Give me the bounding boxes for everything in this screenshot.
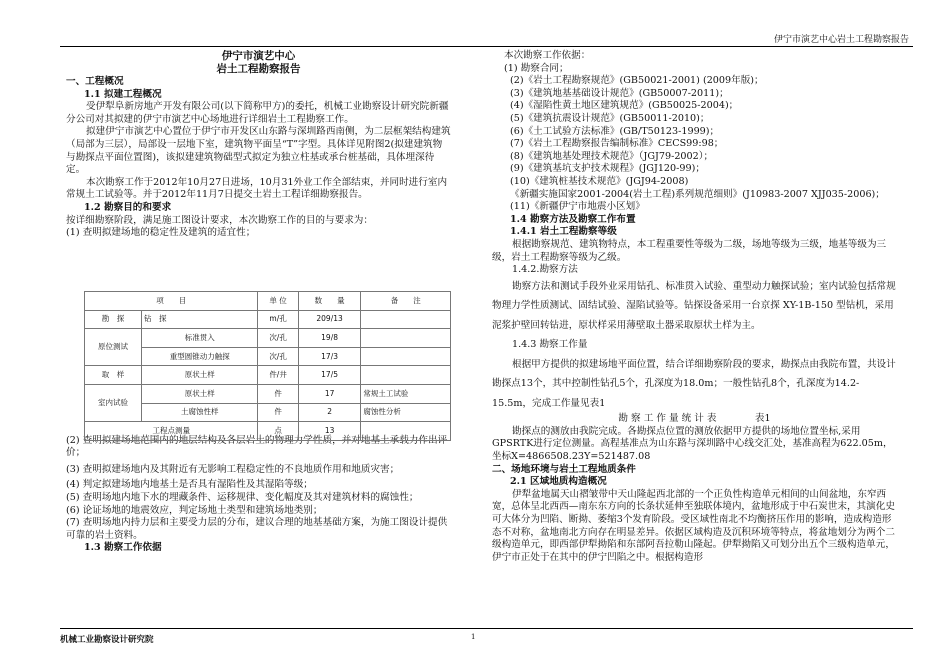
table-cell: 工程点测量 (85, 422, 258, 441)
section-1-3-heading: 1.3 勘察工作依据 (84, 542, 162, 554)
footer-org: 机械工业勘察设计研究院 (60, 635, 154, 645)
table-cell: 17/5 (298, 366, 361, 385)
page-footer (60, 628, 913, 649)
table-cell: 标准贯入 (142, 329, 258, 348)
requirement-item: (3) 查明拟建场地内及其附近有无影响工程稳定性的不良地质作用和地质灾害； (66, 463, 400, 475)
table-cell (361, 329, 451, 348)
paragraph: 本次勘察工作依据： (504, 50, 591, 61)
table-header-cell: 备 注 (361, 292, 451, 311)
paragraph: 根据勘察规范、建筑物特点，本工程重要性等级为二级，场地等级为三级，地基等级为三级，岩土工程勘察等级为乙级。 (492, 238, 887, 263)
table-cell (361, 310, 451, 329)
page-header (60, 32, 913, 47)
table-cell: 原状土样 (142, 384, 258, 403)
basis-item: 《新疆实施国家2001-2004(岩土工程)系列规范细则》(J10983-2007 XJJ035-2006)； (510, 188, 885, 200)
table-cell: 13 (298, 422, 361, 441)
table-row (85, 384, 451, 403)
table-cell (361, 347, 451, 366)
basis-item: (4)《湿陷性黄土地区建筑规范》(GB50025-2004)； (510, 100, 739, 112)
right-column (492, 50, 897, 564)
paragraph: 伊犁盆地属天山褶皱带中天山隆起西北部的一个正负性构造单元相间的山间盆地，东窄西宽，总体呈北西西—南东东方向的长条状延伸至独联体境内，盆地形成于中石炭世末，其演化史可大体分为凹陷、断拗、萎缩3个发育阶段。受区域性南北不均衡挤压作用的影响，造成构造形态不对称，盆地南北方向存在明显差异。依据区域构造及沉积环境等特点，将盆地划分为两个二级构造单元，即西部伊犁拗陷和东部阿吾拉勒山隆起。伊犁拗陷又可划分出五个三级构造单元，伊宁市正处于在其中的伊宁凹陷之中。根据构造形 (492, 488, 895, 563)
basis-item: (10)《建筑桩基技术规范》(JGJ94-2008) (510, 175, 689, 187)
table-cell: 件/井 (258, 366, 298, 385)
paragraph: 勘察方法和测试手段外业采用钻孔、标准贯入试验、重型动力触探试验；室内试验包括常规物理力学性质测试、固结试验、湿陷试验等。钻探设备采用一台京探 XY-1B-150 型钻机，采用泥浆护壁回转钻进，原状样采用薄壁取土器采取原状土样为主。 (492, 280, 896, 331)
basis-item: (9)《建筑基坑支护技术规程》(JGJ120-99)； (510, 163, 705, 175)
table-cell: 2 (298, 403, 361, 422)
table-cell: 次/孔 (258, 347, 298, 366)
paragraph: 勘探点的测放由我院完成。各勘探点位置的测放依据甲方提供的场地位置坐标,采用GPSRTK进行定位测量。高程基准点为山东路与深圳路中心线交汇处，基准高程为622.05m，坐标X=4866508.23Y=521487.08 (492, 425, 893, 462)
section-1-4-1-heading: 1.4.1 岩土工程勘察等级 (510, 226, 617, 238)
table-cell: 室内试验 (85, 384, 142, 421)
section-2-1-heading: 2.1 区域地质构造概况 (510, 476, 607, 488)
table-cell: 腐蚀性分析 (361, 403, 451, 422)
section-1-2-heading: 1.2 勘察目的和要求 (84, 201, 172, 213)
table-cell: 件 (258, 384, 298, 403)
paragraph: 受伊犁阜新房地产开发有限公司(以下简称甲方)的委托，机械工业勘察设计研究院新疆分公司对其拟建的伊宁市演艺中心场地进行详细岩土工程勘察工作。 (66, 101, 449, 125)
report-title-line2: 岩土工程勘察报告 (216, 63, 301, 75)
basis-item: (3)《建筑地基基础设计规范》(GB50007-2011)； (510, 87, 729, 99)
section-1-heading: 一、工程概况 (66, 76, 124, 87)
requirement-item: (7) 查明场地内持力层和主要受力层的分布，建议合理的地基基础方案，为施工图设计提供可靠的岩土资料。 (66, 517, 448, 541)
table-row (85, 329, 451, 348)
table-cell: m/孔 (258, 310, 298, 329)
table-caption: 勘 察 工 作 量 统 计 表 表1 (618, 413, 771, 425)
table-cell: 勘 探 (85, 310, 142, 329)
header-title: 伊宁市演艺中心岩土工程勘察报告 (773, 35, 909, 45)
table-cell: 取 样 (85, 366, 142, 385)
table-cell: 钻 探 (142, 310, 258, 329)
table-header-cell: 项 目 (85, 292, 258, 311)
table-row (85, 366, 451, 385)
basis-item: (11)《新疆伊宁市地震小区划》 (510, 201, 645, 213)
basis-item: (6)《土工试验方法标准》(GB/T50123-1999)； (510, 125, 720, 137)
table-cell: 17 (298, 384, 361, 403)
section-2-heading: 二、场地环境与岩土工程地质条件 (492, 463, 636, 475)
table-cell: 19/8 (298, 329, 361, 348)
workload-table (84, 291, 451, 441)
report-title-line1: 伊宁市演艺中心 (221, 50, 296, 62)
table-header-cell: 单 位 (258, 292, 298, 311)
requirement-item: (1) 查明拟建场地的稳定性及建筑的适宜性； (66, 227, 256, 239)
table-cell: 209/13 (298, 310, 361, 329)
table-cell (361, 366, 451, 385)
basis-item: (5)《建筑抗震设计规范》(GB50011-2010)； (510, 112, 710, 124)
paragraph: 根据甲方提供的拟建场地平面位置，结合详细勘察阶段的要求，勘探点由我院布置，共设计勘探点13个，其中控制性钻孔5个，孔深度为18.0m；一般性钻孔8个，孔深度为14.2-15.5m，完成工作量见表1 (492, 358, 896, 409)
requirement-item: (6) 论证场地的地震效应，判定场地土类型和建筑场地类别； (66, 504, 323, 516)
table-row (85, 310, 451, 329)
section-1-4-2-heading: 1.4.2.勘察方法 (512, 264, 578, 276)
table-cell: 17/3 (298, 347, 361, 366)
section-1-4-heading: 1.4 勘察方法及勘察工作布置 (510, 213, 636, 225)
table-row (85, 422, 451, 441)
table-cell: 次/孔 (258, 329, 298, 348)
basis-item: (8)《建筑地基处理技术规范》（JGJ79-2002）； (510, 150, 714, 162)
requirement-item: (2) 查明拟建场地范围内的地层结构及各层岩土的物理力学性质，并对地基土承载力作出评价； (66, 434, 448, 459)
table-cell: 点 (258, 422, 298, 441)
paragraph: 按详细勘察阶段，满足施工图设计要求，本次勘察工作的目的与要求为： (66, 214, 373, 226)
table-cell: 常规土工试验 (361, 384, 451, 403)
table-cell (361, 422, 451, 441)
table-cell: 件 (258, 403, 298, 422)
requirement-item: (5) 查明场地内地下水的埋藏条件、运移规律、变化幅度及其对建筑材料的腐蚀性； (66, 492, 419, 503)
basis-item: (1) 勘察合同； (504, 62, 569, 74)
table-header-row (85, 292, 451, 311)
table-cell: 土腐蚀性样 (142, 403, 258, 422)
table-cell: 重型圆锥动力触探 (142, 347, 258, 366)
table-cell: 原状土样 (142, 366, 258, 385)
requirement-item: (4) 判定拟建场地内地基土是否具有湿陷性及其湿陷等级； (66, 479, 313, 491)
table-cell: 原位测试 (85, 329, 142, 366)
basis-item: (2)《岩土工程勘察规范》(GB50021-2001) (2009年版)； (510, 75, 764, 87)
page-number: 1 (471, 633, 476, 641)
paragraph: 本次勘察工作于2012年10月27日进场，10月31外业工作全部结束，并同时进行室内常规土工试验等。并于2012年11月7日提交土岩土工程详细勘察报告。 (66, 176, 448, 201)
section-1-1-heading: 1.1 拟建工程概况 (84, 88, 162, 100)
paragraph: 拟建伊宁市演艺中心置位于伊宁市开发区山东路与深圳路西南侧，为二层框架结构建筑（局部为三层），局部设一层地下室，建筑物平面呈“T”字型。具体详见附图2(拟建建筑物与勘探点平面位置图)，该拟建建筑物础型式拟定为独立柱基或承台桩基础，具体埋深待定。 (66, 126, 451, 176)
table-header-cell: 数 量 (298, 292, 361, 311)
section-1-4-3-heading: 1.4.3 勘察工作量 (512, 339, 588, 351)
basis-item: (7)《岩土工程勘察报告编制标准》CECS99:98； (510, 138, 724, 150)
